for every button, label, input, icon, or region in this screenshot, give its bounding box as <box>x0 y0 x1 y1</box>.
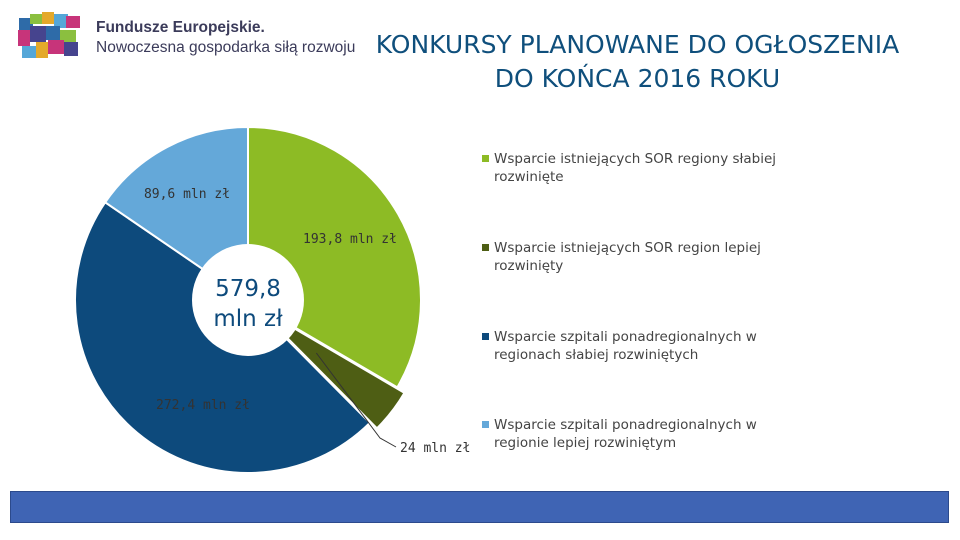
legend-item <box>482 328 789 364</box>
footer-bar <box>10 491 949 523</box>
legend-label: Wsparcie szpitali ponadregionalnych w regionie lepiej rozwiniętym <box>494 417 757 451</box>
logo-line-2: Nowoczesna gospodarka siłą rozwoju <box>96 39 356 56</box>
legend-swatch <box>482 333 489 340</box>
data-label: 193,8 mln zł <box>303 232 397 247</box>
pie-total-label: 579,8 <box>215 276 281 302</box>
title-line-2: DO KOŃCA 2016 ROKU <box>494 64 781 93</box>
legend-swatch <box>482 155 489 162</box>
logo-line-1: Fundusze Europejskie. <box>96 19 265 36</box>
legend-label: Wsparcie istniejących SOR region lepiej rozwinięty <box>494 240 761 274</box>
data-label: 89,6 mln zł <box>143 187 231 202</box>
data-label: 24 mln zł <box>400 441 471 456</box>
legend-item <box>482 416 789 452</box>
legend-item <box>482 150 794 186</box>
legend-swatch <box>482 244 489 251</box>
legend-label: Wsparcie istniejących SOR regiony słabiej rozwinięte <box>494 151 777 185</box>
legend-swatch <box>482 421 489 428</box>
pie-total-label: mln zł <box>213 306 283 332</box>
title-line-1: KONKURSY PLANOWANE DO OGŁOSZENIA <box>375 30 900 59</box>
data-label: 272,4 mln zł <box>156 398 250 413</box>
legend-label: Wsparcie szpitali ponadregionalnych w regionach słabiej rozwiniętych <box>494 329 757 363</box>
legend-item <box>482 239 794 275</box>
